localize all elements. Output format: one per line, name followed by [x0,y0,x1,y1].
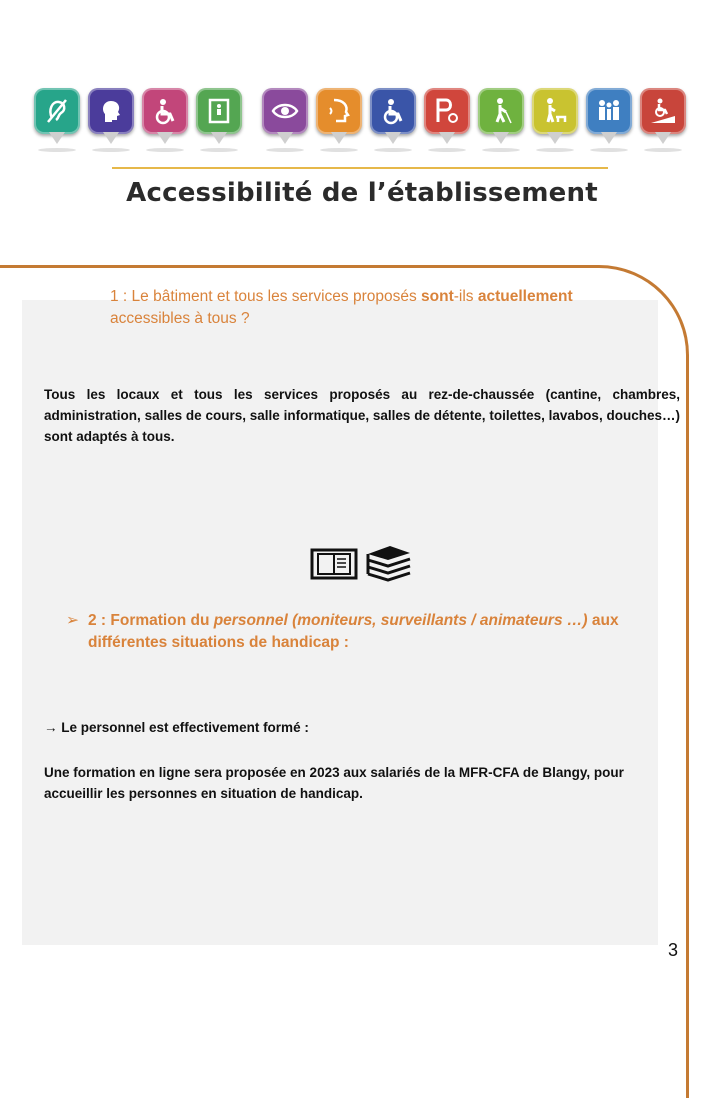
question-1-mid: -ils [453,288,478,305]
head-icon [88,88,134,150]
question-1-prefix: 1 : Le bâtiment et tous les services proposés [110,288,422,305]
family-icon [586,88,632,150]
books-illustration [310,544,414,584]
parking-icon [424,88,470,150]
question-2-italic: personnel (moniteurs, surveillants / animateurs …) [213,612,588,629]
bullet-arrow-icon: ➢ [66,612,79,629]
staff-trained-note [44,720,644,735]
accessibility-icons-row [34,88,684,160]
wheelchair-accessible-icon [370,88,416,150]
question-2-text [88,610,678,654]
question-1-bold-sont: sont [421,288,454,305]
ear-icon [34,88,80,150]
question-2-end: aux différentes situations de handicap : [88,612,619,651]
question-1-suffix: accessibles à tous ? [110,310,250,327]
eye-icon [262,88,308,150]
title-divider [112,167,608,169]
face-icon [316,88,362,150]
question-2-start: 2 : Formation du [88,612,214,629]
question-1 [110,286,650,330]
question-1-bold-actuellement: actuellement [477,288,573,305]
wheelchair-icon [142,88,188,150]
answer-2-paragraph: Une formation en ligne sera proposée en 2023 aux salariés de la MFR-CFA de Blangy, pour accueillir les personnes en situation de handicap. [44,765,624,801]
staff-trained-text: Le personnel est effectivement formé : [57,720,309,735]
ramp-icon [640,88,686,150]
page-title: Accessibilité de l’établissement [126,178,598,208]
right-arrow-icon: → [44,720,58,735]
answer-1-paragraph: Tous les locaux et tous les services proposés au rez-de-chaussée (cantine, chambres, administration, salles de cours, salle informatique, salles de détente, toilettes, lavabos, douches…) sont adaptés à tous. [44,387,680,444]
page-number: 3 [668,940,679,960]
blind-walker-icon [478,88,524,150]
guide-dog-icon [532,88,578,150]
elevator-icon [196,88,242,150]
book-icon [310,544,414,584]
